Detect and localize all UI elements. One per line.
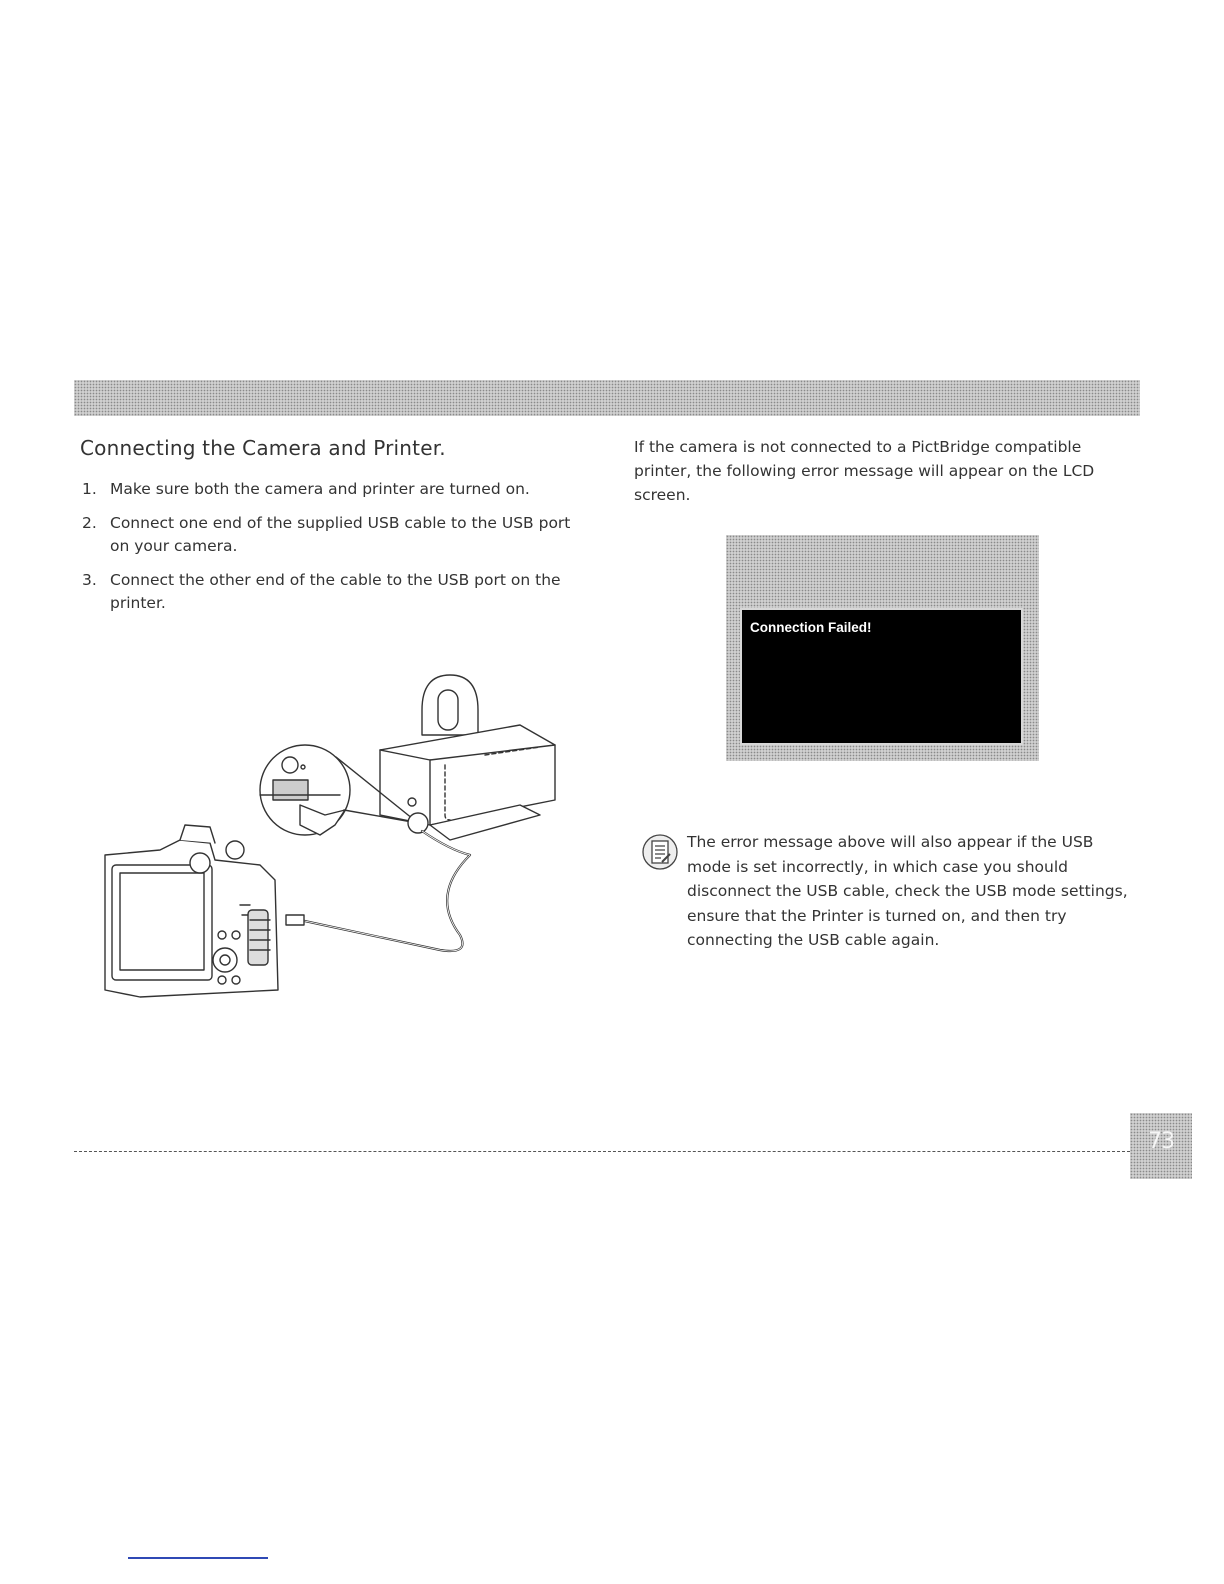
bottom-link-rule — [128, 1557, 268, 1559]
error-dialog — [740, 608, 1023, 745]
step-number: 3. — [82, 571, 97, 589]
step-text: Make sure both the camera and printer are turned on. — [110, 480, 530, 498]
header-bar — [74, 380, 1140, 416]
step-number: 1. — [82, 480, 97, 498]
note-paragraph: The error message above will also appear if the USB mode is set incorrectly, in which case you should disconnect the USB cable, check the USB mode settings, ensure that the Printer is turned on, and then try connecting the USB cable again. — [687, 833, 1128, 949]
camera-printer-illustration — [100, 665, 570, 1005]
step-text: Connect one end of the supplied USB cable to the USB port on your camera. — [110, 514, 571, 555]
error-dialog-text: Connection Failed! — [750, 620, 872, 635]
page-number-box — [1130, 1113, 1192, 1179]
note-memo-icon — [640, 830, 680, 874]
step-item — [80, 478, 580, 501]
intro-paragraph: If the camera is not connected to a PictBridge compatible printer, the following error message will appear on the LCD screen. — [634, 438, 1095, 504]
step-item — [80, 569, 580, 615]
step-item — [80, 512, 580, 558]
step-text: Connect the other end of the cable to the USB port on the printer. — [110, 571, 561, 612]
page-number: 73 — [1148, 1129, 1174, 1154]
lcd-screen-preview — [726, 535, 1039, 761]
steps-list — [80, 478, 580, 626]
step-number: 2. — [82, 514, 97, 532]
section-title: Connecting the Camera and Printer. — [80, 436, 446, 460]
footer-rule — [74, 1151, 1130, 1152]
